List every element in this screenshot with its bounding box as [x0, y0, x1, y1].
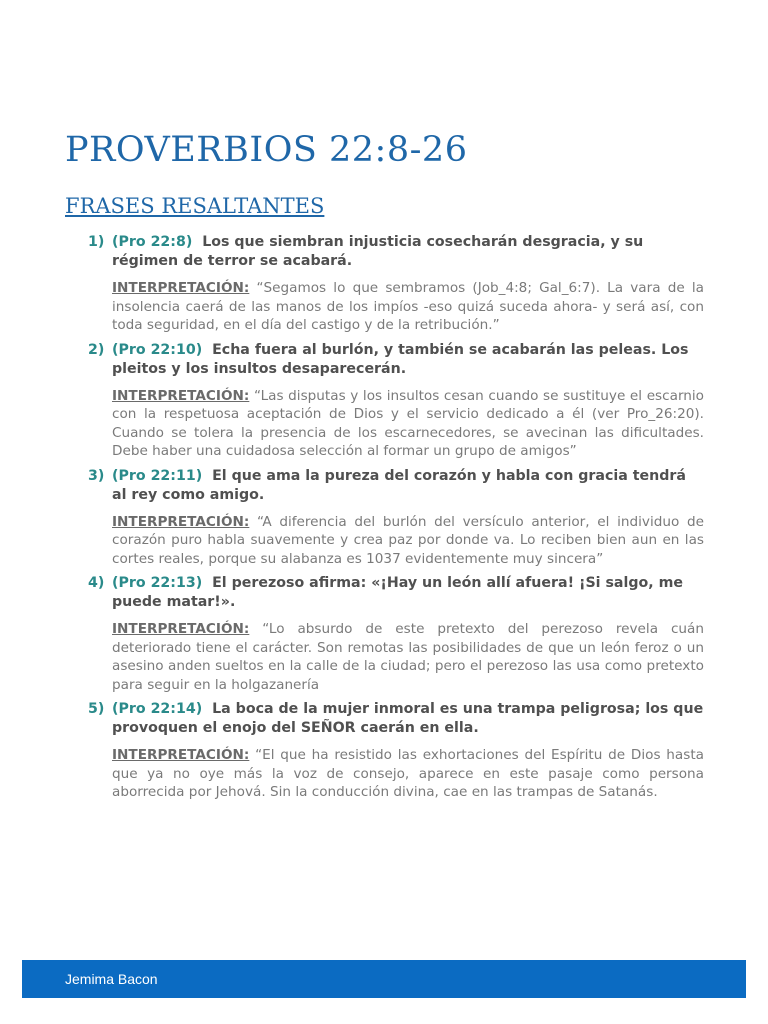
interpretation-label: INTERPRETACIÓN:: [112, 747, 250, 763]
phrase-list: [88, 233, 704, 808]
interpretation-label: INTERPRETACIÓN:: [112, 621, 250, 637]
list-item: [88, 341, 704, 461]
list-item: [88, 700, 704, 802]
interpretation-text: “Las disputas y los insultos cesan cuando se sustituye el escarnio con la respetuosa aceptación de Dios y el servicio dedicado a él (ver Pro_26:20). Cuando se tolera la presencia de los escarnecedores, se avecinan las dificultades. Debe haber una cuidadosa selección al formar un grupo de amigos”: [112, 387, 705, 459]
list-item: [88, 233, 704, 335]
interpretation-label: INTERPRETACIÓN:: [112, 387, 250, 404]
interpretation-text: “Segamos lo que sembramos (Job_4:8; Gal_6:7). La vara de la insolencia caerá de las manos de los impíos -eso quizá suceda ahora- y será así, con toda seguridad, en el día del castigo y de la retribución.”: [112, 280, 704, 333]
item-number: 2): [88, 341, 105, 358]
footer-bar: [22, 960, 746, 998]
section-heading: FRASES RESALTANTES: [65, 194, 325, 218]
item-number: 5): [88, 701, 105, 717]
verse-reference: (Pro 22:14): [112, 701, 203, 717]
interpretation-label: INTERPRETACIÓN:: [112, 280, 250, 296]
verse-text: Los que siembran injusticia cosecharán desgracia, y su régimen de terror se acabará.: [112, 234, 644, 269]
page-title: PROVERBIOS 22:8-26: [65, 130, 468, 170]
verse-reference: (Pro 22:11): [112, 467, 203, 484]
interpretation-text: “A diferencia del burlón del versículo anterior, el individuo de corazón puro habla suavemente y crea paz por donde va. Lo reciben bien aun en las cortes reales, porque su alabanza es 1037 evidentemente muy sincera”: [112, 513, 704, 567]
item-number: 4): [88, 575, 105, 591]
item-number: 1): [88, 234, 105, 250]
interpretation-label: INTERPRETACIÓN:: [112, 513, 250, 530]
item-number: 3): [88, 467, 105, 484]
verse-text: Echa fuera al burlón, y también se acabarán las peleas. Los pleitos y los insultos desaparecerán.: [112, 341, 689, 377]
footer-author: Jemima Bacon: [65, 971, 158, 987]
verse-text: El perezoso afirma: «¡Hay un león allí afuera! ¡Si salgo, me puede matar!».: [112, 575, 683, 610]
verse-reference: (Pro 22:8): [112, 234, 193, 250]
verse-text: El que ama la pureza del corazón y habla con gracia tendrá al rey como amigo.: [112, 467, 686, 503]
verse-reference: (Pro 22:13): [112, 575, 203, 591]
list-item: [88, 574, 704, 694]
list-item: [88, 467, 704, 569]
verse-reference: (Pro 22:10): [112, 341, 203, 358]
verse-text: La boca de la mujer inmoral es una trampa peligrosa; los que provoquen el enojo del SEÑOR caerán en ella.: [112, 701, 704, 736]
interpretation-text: “El que ha resistido las exhortaciones del Espíritu de Dios hasta que ya no oye más la voz de consejo, aparece en este pasaje como persona aborrecida por Jehová. Sin la conducción divina, cae en las trampas de Satanás.: [112, 747, 704, 800]
interpretation-text: “Lo absurdo de este pretexto del perezoso revela cuán deteriorado tiene el carácter. Son remotas las posibilidades de que un león feroz o un asesino anden sueltos en la calle de la ciudad; pero el perezoso las usa como pretexto para seguir en la holgazanería: [112, 621, 704, 693]
